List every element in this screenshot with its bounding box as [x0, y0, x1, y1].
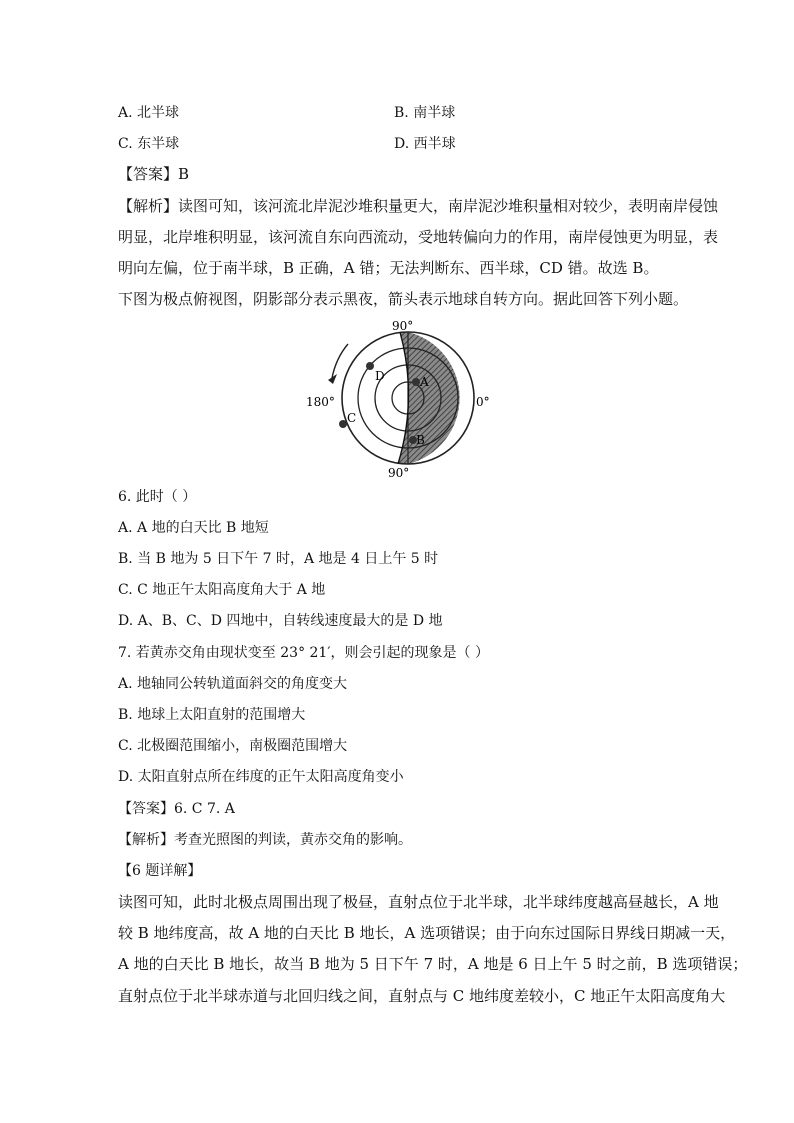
analysis-6-7: 【解析】考查光照图的判读，黄赤交角的影响。	[118, 832, 412, 848]
point-c-dot	[339, 420, 347, 428]
q6-option-b: B. 当 B 地为 5 日下午 7 时，A 地是 4 日上午 5 时	[118, 551, 439, 567]
detail-6-line-3: A 地的白天比 B 地长，故当 B 地为 5 日下午 7 时，A 地是 6 日上午 5 时之前，B 选项错误；	[118, 955, 748, 973]
q6-option-d: D. A、B、C、D 四地中，自转线速度最大的是 D 地	[118, 613, 443, 629]
label-left: 180°	[306, 395, 335, 409]
q6-option-a: A. A 地的白天比 B 地短	[118, 520, 269, 536]
q7-option-b: B. 地球上太阳直射的范围增大	[118, 707, 306, 723]
q6-option-c: C. C 地正午太阳高度角大于 A 地	[118, 582, 326, 598]
q7-option-d: D. 太阳直射点所在纬度的正午太阳高度角变小	[118, 769, 404, 785]
q5-answer: 【答案】B	[118, 165, 190, 183]
detail-6-line-4: 直射点位于北半球赤道与北回归线之间，直射点与 C 地纬度差较小，C 地正午太阳高度角大	[118, 987, 726, 1005]
label-right: 0°	[476, 395, 490, 409]
q5-option-c: C. 东半球	[118, 136, 180, 152]
q7-option-a: A. 地轴同公转轨道面斜交的角度变大	[118, 676, 348, 692]
answer-6-7: 【答案】6. C 7. A	[118, 801, 235, 817]
label-bottom: 90°	[388, 466, 410, 480]
label-point-c: C	[347, 411, 357, 425]
detail-6-title: 【6 题详解】	[118, 863, 202, 879]
label-point-d: D	[375, 369, 385, 383]
q5-option-d: D. 西半球	[394, 136, 456, 152]
label-top: 90°	[392, 319, 414, 333]
q5-analysis-line-3: 明向左偏，位于南半球，B 正确，A 错；无法判断东、西半球，CD 错。故选 B。	[118, 259, 659, 277]
q7-stem: 7. 若黄赤交角由现状变至 23° 21′，则会引起的现象是（ ）	[118, 645, 489, 661]
q5-option-b: B. 南半球	[394, 105, 456, 121]
point-a-dot	[412, 378, 420, 386]
q5-analysis-line-2: 明显，北岸堆积明显，该河流自东向西流动，受地转偏向力的作用，南岸侵蚀更为明显，表	[118, 228, 719, 246]
q5-analysis-line-1: 【解析】读图可知，该河流北岸泥沙堆积量更大，南岸泥沙堆积量相对较少，表明南岸侵蚀	[118, 197, 719, 215]
figure-intro: 下图为极点俯视图，阴影部分表示黑夜，箭头表示地球自转方向。据此回答下列小题。	[118, 290, 689, 308]
polar-view-figure	[300, 318, 500, 480]
polar-diagram-svg	[300, 318, 500, 480]
q7-option-c: C. 北极圈范围缩小，南极圈范围增大	[118, 738, 348, 754]
label-point-a: A	[420, 375, 429, 389]
detail-6-line-1: 读图可知，此时北极点周围出现了极昼，直射点位于北半球，北半球纬度越高昼越长，A 地	[118, 893, 719, 911]
point-d-dot	[366, 362, 374, 370]
rotation-arrow	[332, 344, 348, 378]
q6-stem: 6. 此时（ ）	[118, 489, 197, 505]
label-point-b: B	[416, 433, 425, 447]
q5-option-a: A. 北半球	[118, 105, 180, 121]
detail-6-line-2: 较 B 地纬度高，故 A 地的白天比 B 地长，A 选项错误；由于向东过国际日界线日期减一天，	[118, 924, 736, 942]
